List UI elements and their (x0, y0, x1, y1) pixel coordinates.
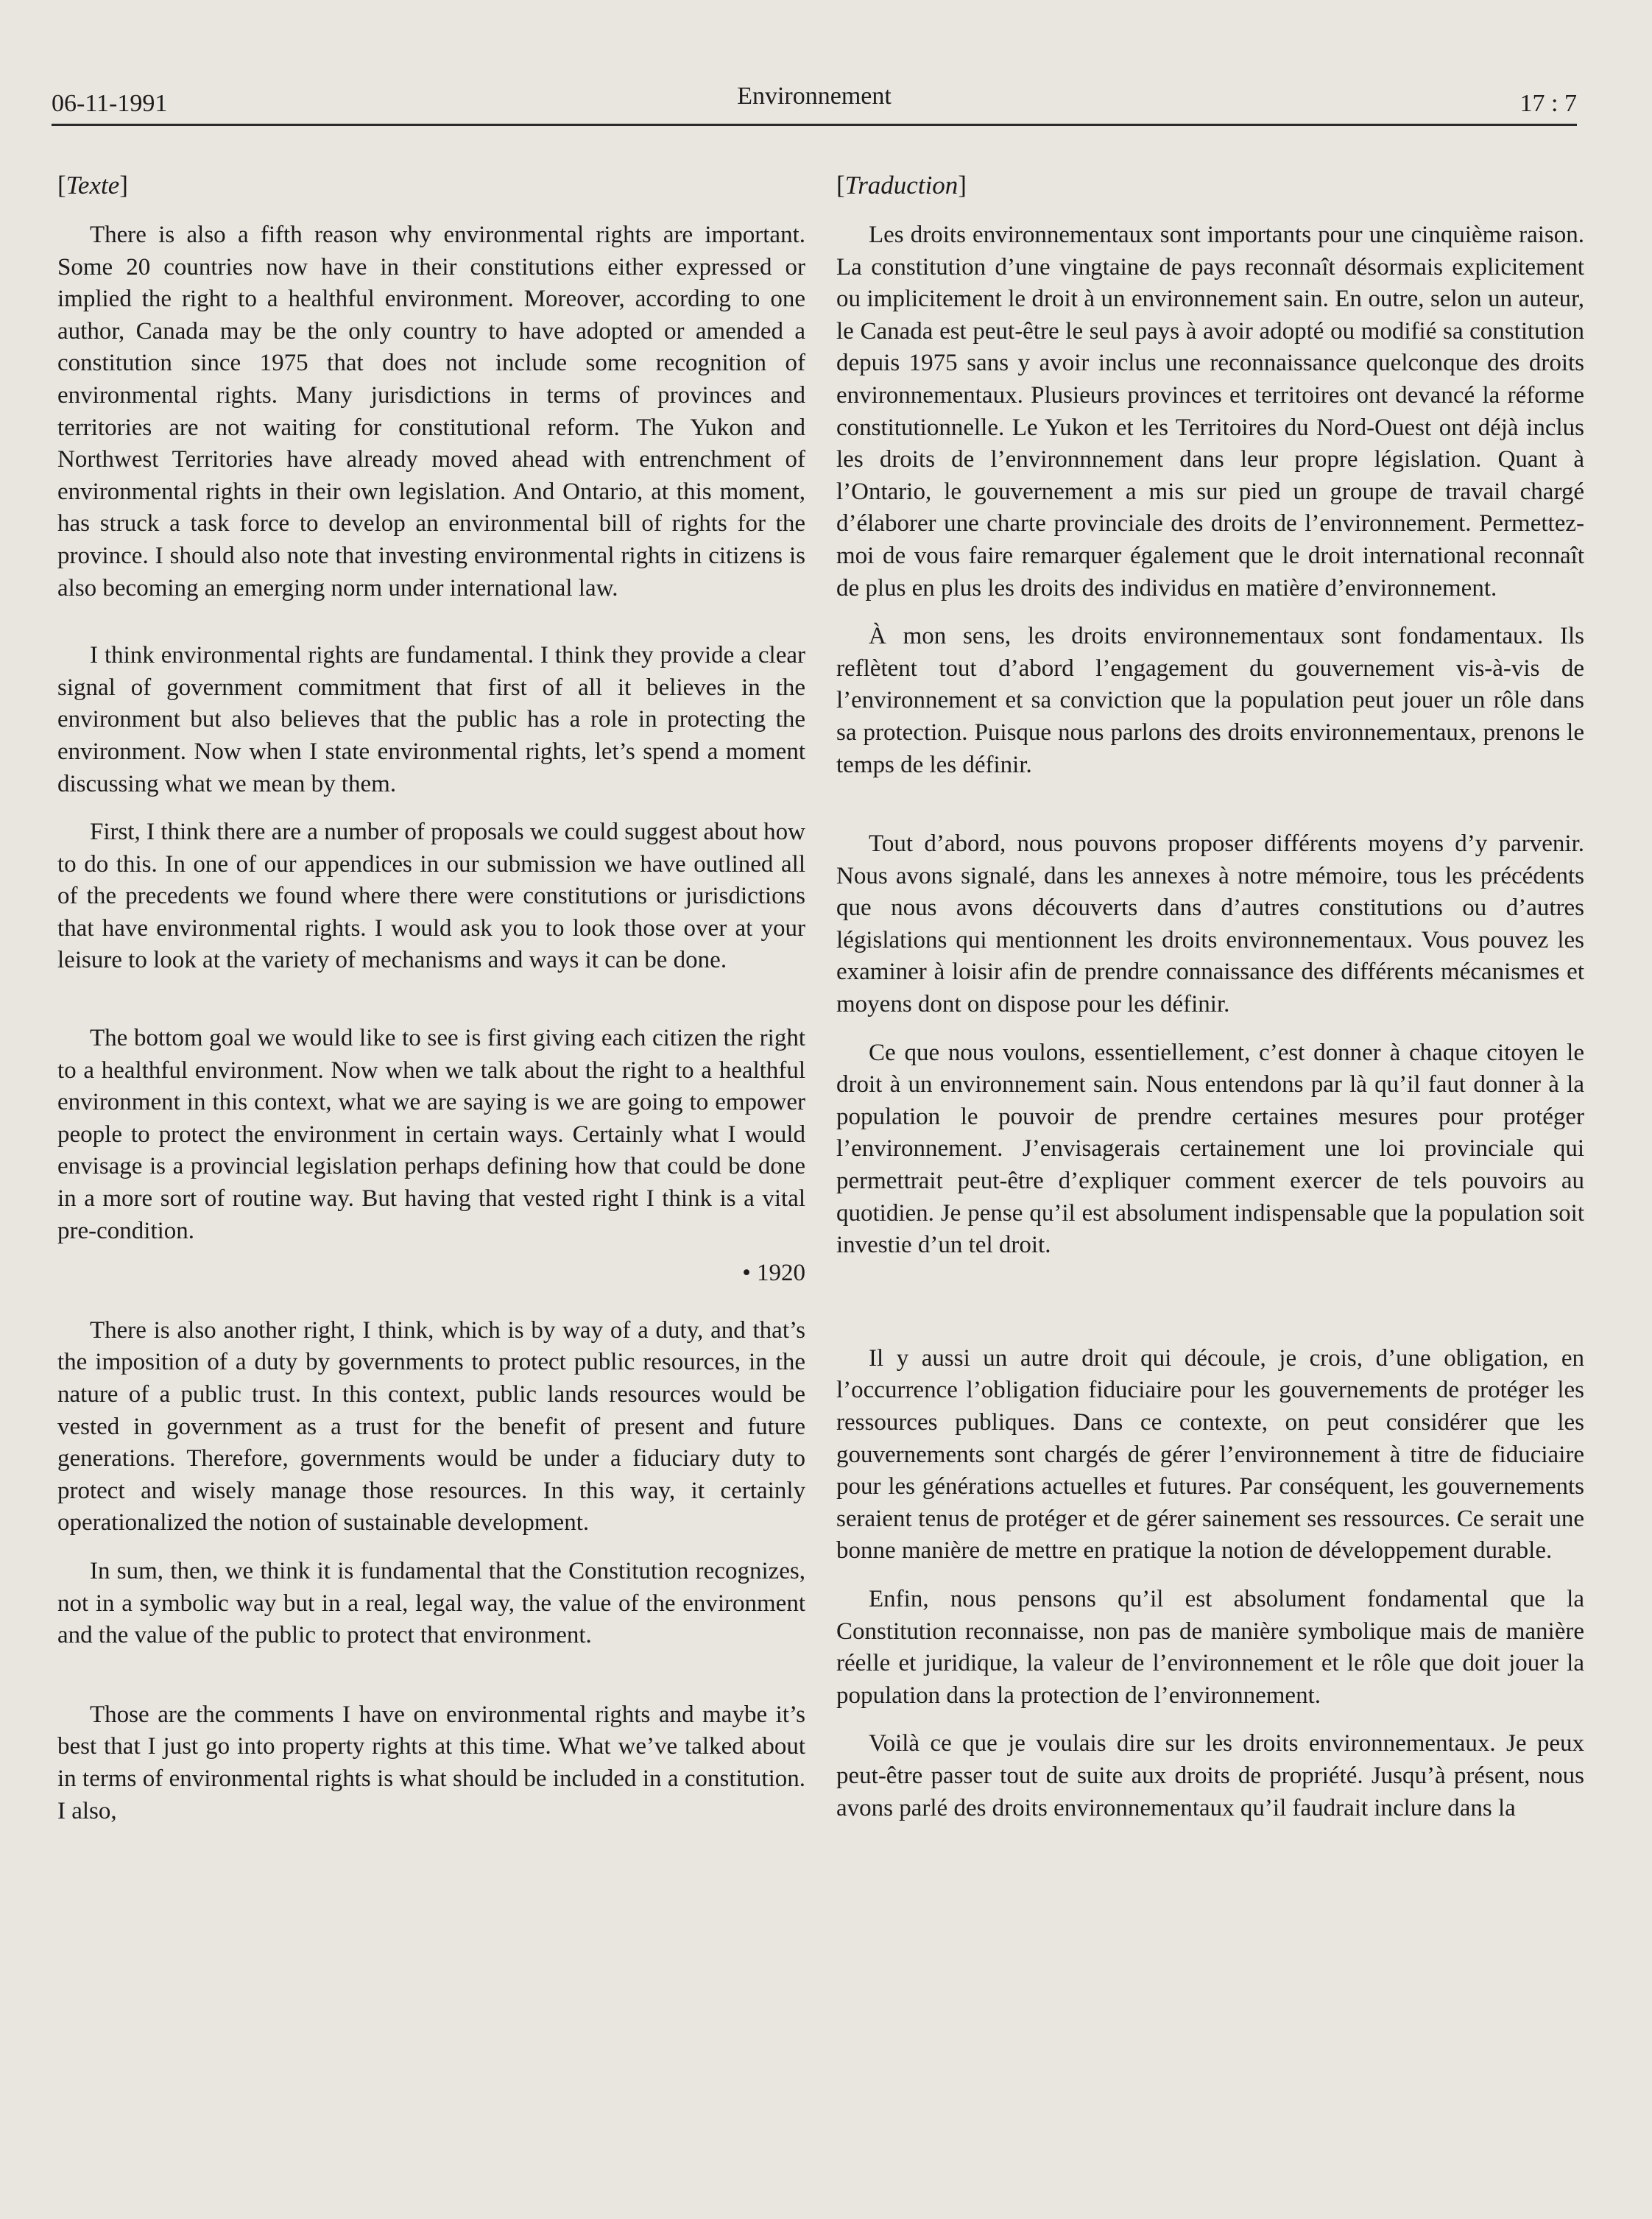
paragraph: In sum, then, we think it is fundamental that the Constitution recognizes, not in a symbolic way but in a real, legal way, the value of the environment and the value of the public to protect that environment. (57, 1557, 805, 1649)
paragraph: Enfin, nous pensons qu’il est absolument fondamental que la Constitution reconnaisse, non pas de manière symbolique mais de manière réelle et juridique, la valeur de l’environnement et le rôle que doit jouer la population dans la protection de l’environnement. (836, 1585, 1584, 1709)
page-header (52, 80, 1577, 126)
time-marker: • 1920 (742, 1260, 805, 1287)
paragraph: Il y aussi un autre droit qui découle, je crois, d’une obligation, en l’occurrence l’obligation fiduciaire pour les gouvernements de protéger les ressources publiques. Dans ce contexte, on peut considérer que les gouvernements sont chargés de gérer l’environnement à titre de fiduciaire pour les générations actuelles et futures. Par conséquent, les gouvernements seraient tenus de protéger et de gérer sainement ses ressources. Ce serait une bonne manière de mettre en pratique la notion de développement durable. (836, 1344, 1584, 1564)
paragraph: Tout d’abord, nous pouvons proposer différents moyens d’y parvenir. Nous avons signalé, dans les annexes à notre mémoire, tous les précédents que nous avons découverts dans d’autres constitutions ou d’autres législations qui mentionnent les droits environnementaux. Vous pouvez les examiner à loisir afin de prendre connaissance des différents mécanismes et moyens dont on dispose pour les définir. (836, 830, 1584, 1018)
right-column (836, 171, 1584, 1824)
paragraph: Les droits environnementaux sont importants pour une cinquième raison. La constitution d’une vingtaine de pays reconnaît désormais explicitement ou implicitement le droit à un environnement sain. En outre, selon un auteur, le Canada est peut-être le seul pays à avoir adopté ou modifié sa constitution depuis 1975 sans y avoir inclus une reconnaissance quelconque des droits environnementaux. Plusieurs provinces et territoires ont devancé la réforme constitutionnelle. Le Yukon et les Territoires du Nord-Ouest ont déjà inclus les droits de l’environnnement dans leur propre législation. Quant à l’Ontario, le gouvernement a mis sur pied un groupe de travail chargé d’élaborer une charte provinciale des droits de l’environnement. Permettez-moi de vous faire remarquer également que le droit international reconnaît de plus en plus les droits des individus en matière d’environnement. (836, 222, 1584, 602)
left-column-label: [Texte] (57, 171, 128, 200)
paragraph: I think environmental rights are fundamental. I think they provide a clear signal of government commitment that first of all it believes in the environment but also believes that the public has a role in protecting the environment. Now when I state environmental rights, let’s spend a moment discussing what we mean by them. (57, 642, 805, 797)
header-title: Environnement (737, 82, 892, 110)
left-column (57, 171, 805, 1827)
header-page-number: 17 : 7 (1519, 90, 1577, 117)
paragraph: There is also another right, I think, which is by way of a duty, and that’s the imposition of a duty by governments to protect public resources, in the nature of a public trust. In this context, public lands resources would be vested in government as a trust for the benefit of present and future generations. Therefore, governments would be under a fiduciary duty to protect and wisely manage those resources. In this way, it certainly operationalized the notion of sustainable development. (57, 1316, 805, 1537)
paragraph: The bottom goal we would like to see is first giving each citizen the right to a healthful environment. Now when we talk about the right to a healthful environment in this context, what we are saying is we are going to empower people to protect the environment in certain ways. Certainly what I would envisage is a provincial legislation perhaps defining how that could be done in a more sort of routine way. But having that vested right I think is a vital pre-condition. (57, 1025, 805, 1244)
paragraph: First, I think there are a number of proposals we could suggest about how to do this. In one of our appendices in our submission we have outlined all of the precedents we found where there were constitutions or jurisdictions that have environmental rights. I would ask you to look those over at your leisure to look at the variety of mechanisms and ways it can be done. (57, 819, 805, 974)
header-date: 06-11-1991 (52, 90, 168, 117)
paragraph: There is also a fifth reason why environmental rights are important. Some 20 countries now have in their constitutions either expressed or implied the right to a healthful environment. Moreover, according to one author, Canada may be the only country to have adopted or amended a constitution since 1975 that does not include some recognition of environmental rights. Many jurisdictions in terms of provinces and territories are not waiting for constitutional reform. The Yukon and Northwest Territories have already moved ahead with entrenchment of environmental rights in their own legislation. And Ontario, at this moment, has struck a task force to develop an environmental bill of rights for the province. I should also note that investing environmental rights in citizens is also becoming an emerging norm under international law. (57, 222, 805, 602)
paragraph: À mon sens, les droits environnementaux sont fondamentaux. Ils reflètent tout d’abord l’engagement du gouvernement vis-à-vis de l’environnement et sa conviction que la population peut jouer un rôle dans sa protection. Puisque nous parlons des droits environnementaux, prenons le temps de les définir. (836, 623, 1584, 778)
paragraph: Those are the comments I have on environmental rights and maybe it’s best that I just go into property rights at this time. What we’ve talked about in terms of environmental rights is what should be included in a constitution. I also, (57, 1701, 805, 1824)
paragraph: Voilà ce que je voulais dire sur les droits environnementaux. Je peux peut-être passer tout de suite aux droits de propriété. Jusqu’à présent, nous avons parlé des droits environnementaux qu’il faudrait inclure dans la (836, 1730, 1584, 1821)
paragraph: Ce que nous voulons, essentiellement, c’est donner à chaque citoyen le droit à un environnement sain. Nous entendons par là qu’il faut donner à la population le pouvoir de prendre certaines mesures pour protéger l’environnement. J’envisagerais certainement une loi provinciale qui permettrait peut-être d’expliquer comment exercer de tels pouvoirs au quotidien. Je pense qu’il est absolument indispensable que la population soit investie d’un tel droit. (836, 1039, 1584, 1259)
right-column-label: [Traduction] (836, 171, 967, 200)
